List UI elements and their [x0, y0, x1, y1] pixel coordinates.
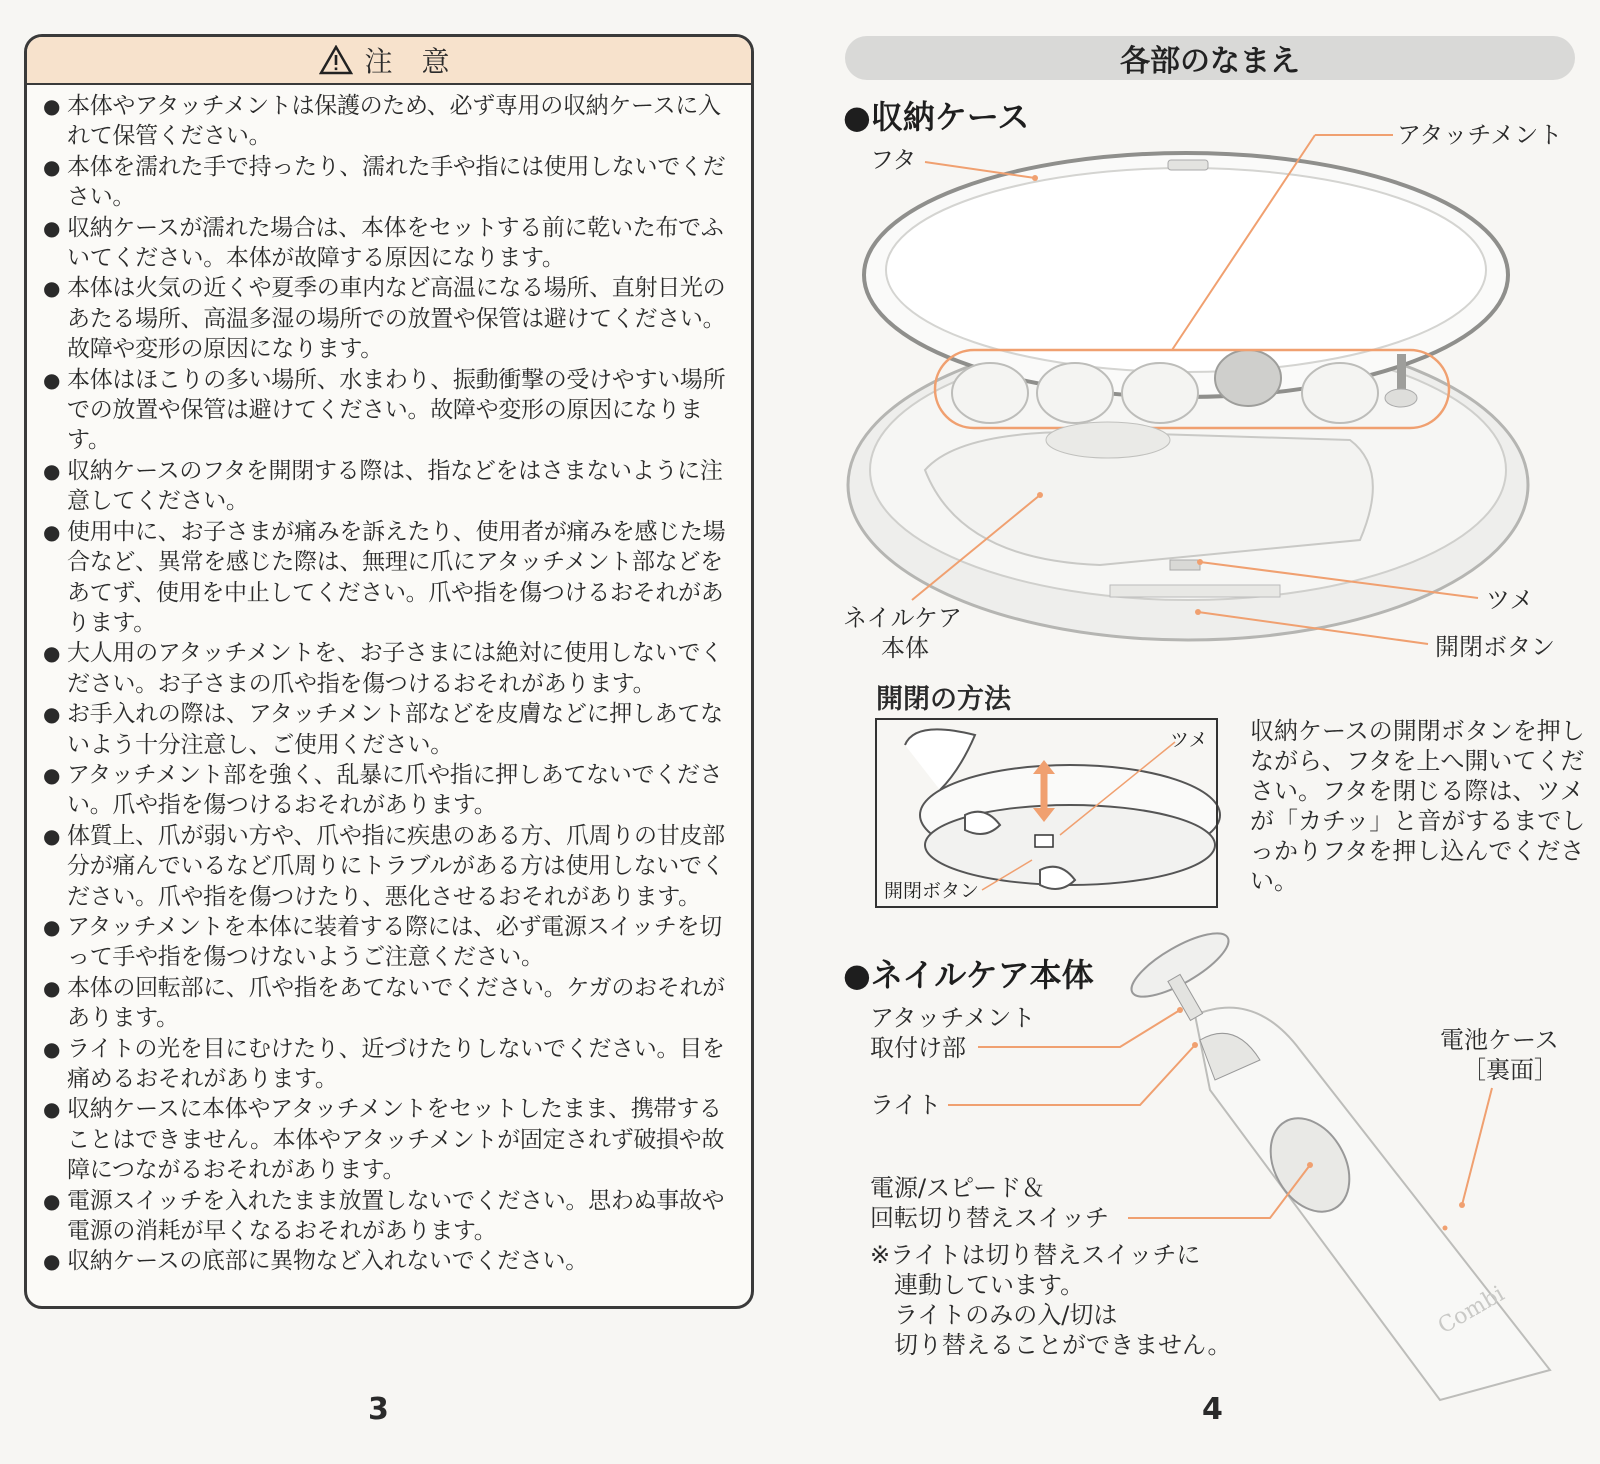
caution-item: ● ライトの光を目にむけたり、近づけたりしないでください。目を痛めるおそれがあります。 — [43, 1034, 737, 1095]
label-light: ライト — [870, 1091, 942, 1119]
storage-case-illustration — [848, 135, 1528, 644]
label-body-line2: 本体 — [881, 634, 929, 662]
label-body-line1: ネイルケア — [843, 604, 963, 632]
caution-item: ● 本体は火気の近くや夏季の車内など高温になる場所、直射日光のあたる場所、高温多湿の場所での放置や保管は避けてください。故障や変形の原因になります。 — [43, 273, 737, 364]
caution-item: ● 体質上、爪が弱い方や、爪や指に疾患のある方、爪周りの甘皮部分が痛んでいるなど爪周りにトラブルがある方は使用しないでください。爪や指を傷つけたり、悪化させるおそれがあります。 — [43, 821, 737, 912]
caution-item: ● 電源スイッチを入れたまま放置しないでください。思わぬ事故や電源の消耗が早くなるおそれがあります。 — [43, 1186, 737, 1247]
caution-item: ● アタッチメントを本体に装着する際には、必ず電源スイッチを切って手や指を傷つけないようご注意ください。 — [43, 912, 737, 973]
label-switch-1: 電源/スピード＆ — [870, 1174, 1046, 1202]
label-attach-mount-2: 取付け部 — [870, 1034, 966, 1062]
label-switch-2: 回転切り替えスイッチ — [870, 1204, 1110, 1232]
caution-item: ● お手入れの際は、アタッチメント部などを皮膚などに押しあてないよう十分注意し、ご使用ください。 — [43, 699, 737, 760]
inset-label-claw: ツメ — [1170, 729, 1208, 751]
caution-item: ● 収納ケースの底部に異物など入れないでください。 — [43, 1246, 737, 1276]
caution-item: ● 大人用のアタッチメントを、お子さまには絶対に使用しないでください。お子さまの爪や指を傷つけるおそれがあります。 — [43, 638, 737, 699]
caution-item: ● 収納ケースが濡れた場合は、本体をセットする前に乾いた布でふいてください。本体が故障する原因になります。 — [43, 213, 737, 274]
page-number-left: 3 — [368, 1392, 389, 1427]
body-section-title: ●ネイルケア本体 — [843, 956, 1094, 994]
label-lid: フタ — [870, 146, 917, 174]
howto-title: 開閉の方法 — [876, 684, 1011, 715]
label-battery-1: 電池ケース — [1440, 1026, 1559, 1054]
caution-item: ● 本体の回転部に、爪や指をあてないでください。ケガのおそれがあります。 — [43, 973, 737, 1034]
case-section-title: ●収納ケース — [843, 98, 1030, 136]
label-attach-mount-1: アタッチメント — [870, 1004, 1036, 1032]
label-battery-2: ［裏面］ — [1462, 1056, 1558, 1084]
howto-instructions: 収納ケースの開閉ボタンを押しながら、フタを上へ開いてください。フタを閉じる際は、ツメが「カチッ」と音がするまでしっかりフタを押し込んでください。 — [1250, 717, 1586, 895]
caution-item: ● アタッチメント部を強く、乱暴に爪や指に押しあてないでください。爪や指を傷つけるおそれがあります。 — [43, 760, 737, 821]
caution-item: ● 本体を濡れた手で持ったり、濡れた手や指には使用しないでください。 — [43, 152, 737, 213]
caution-item: ● 使用中に、お子さまが痛みを訴えたり、使用者が痛みを感じた場合など、異常を感じた際は、無理に爪にアタッチメント部などをあてず、使用を中止してください。爪や指を傷つけるおそれがあります。 — [43, 517, 737, 639]
caution-item: ● 収納ケースに本体やアタッチメントをセットしたまま、携帯することはできません。本体やアタッチメントが固定されず破損や故障につながるおそれがあります。 — [43, 1094, 737, 1185]
caution-item: ● 収納ケースのフタを開閉する際は、指などをはさまないように注意してください。 — [43, 456, 737, 517]
page-number-right: 4 — [1202, 1392, 1223, 1427]
caution-heading: 注 意 — [364, 45, 460, 78]
label-attachment: アタッチメント — [1397, 121, 1563, 149]
light-switch-note: ※ライトは切り替えスイッチに 連動しています。 ライトのみの入/切は 切り替えることができません。 — [870, 1241, 1232, 1359]
caution-item: ● 本体やアタッチメントは保護のため、必ず専用の収納ケースに入れて保管ください。 — [43, 91, 737, 152]
label-claw: ツメ — [1486, 586, 1534, 614]
brand-logo: Combi — [1433, 1281, 1509, 1340]
inset-label-button: 開閉ボタン — [884, 880, 980, 902]
label-open-button: 開閉ボタン — [1435, 633, 1555, 661]
caution-item: ● 本体はほこりの多い場所、水まわり、振動衝撃の受けやすい場所での放置や保管は避けてください。故障や変形の原因になります。 — [43, 365, 737, 456]
parts-title: 各部のなまえ — [845, 36, 1575, 80]
